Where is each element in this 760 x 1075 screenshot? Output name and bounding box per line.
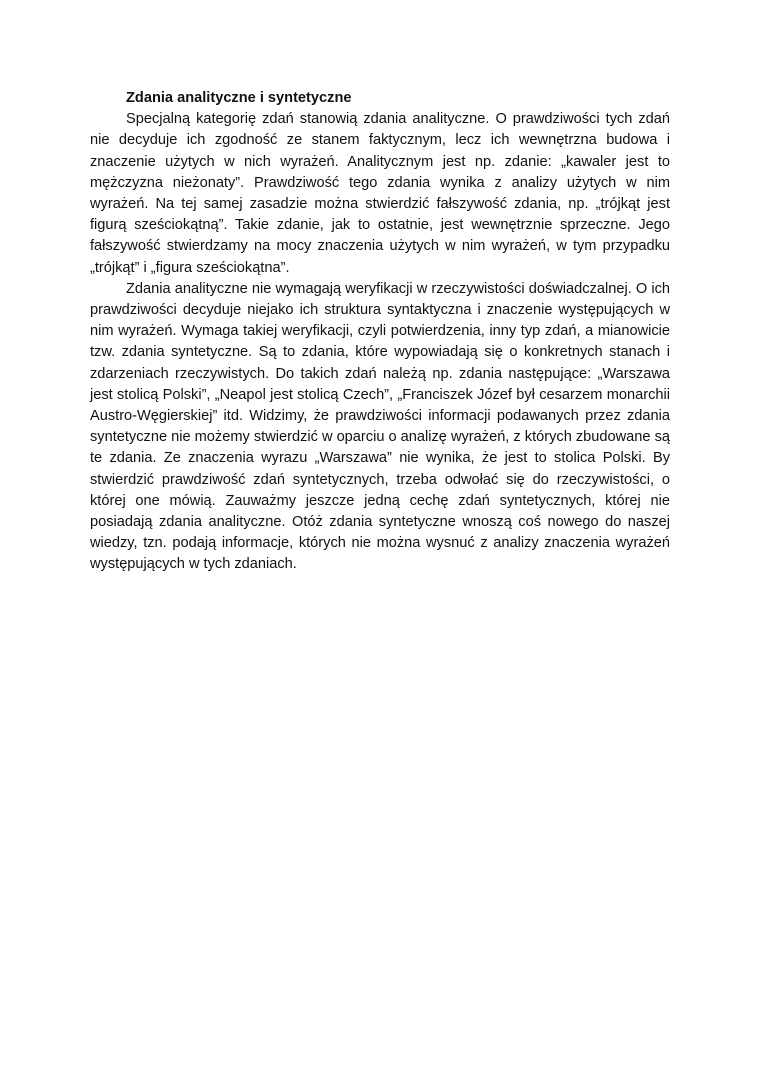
paragraph-1: Specjalną kategorię zdań stanowią zdania analityczne. O prawdziwości tych zdań nie decyduje ich zgodność ze stanem faktycznym, lecz ich wewnętrzna budowa i znaczenie użytych w nich wyrażeń. Analitycznym jest np. zdanie: „kawaler jest to mężczyzna nieżonaty”. Prawdziwość tego zdania wynika z analizy użytych w nim wyrażeń. Na tej samej zasadzie można stwierdzić fałszywość zdania, np. „trójkąt jest figurą sześciokątną”. Takie zdanie, jak to ostatnie, jest wewnętrznie sprzeczne. Jego fałszywość stwierdzamy na mocy znaczenia użytych w nim wyrażeń, w tym przypadku „trójkąt” i „figura sześciokątna”. xyxy=(90,111,670,276)
paragraph-2: Zdania analityczne nie wymagają weryfikacji w rzeczywistości doświadczalnej. O ich prawdziwości decyduje niejako ich struktura syntaktyczna i znaczenie występujących w nim wyrażeń. Wymaga takiej weryfikacji, czyli potwierdzenia, inny typ zdań, a mianowicie tzw. zdania syntetyczne. Są to zdania, które wypowiadają się o konkretnych stanach i zdarzeniach rzeczywistych. Do takich zdań należą np. zdania następujące: „Warszawa jest stolicą Polski”, „Neapol jest stolicą Czech”, „Franciszek Józef był cesarzem monarchii Austro-Węgierskiej” itd. Widzimy, że prawdziwości informacji podawanych przez zdania syntetyczne nie możemy stwierdzić w oparciu o analizę wyrażeń, z których zbudowane są te zdania. Ze znaczenia wyrazu „Warszawa” nie wynika, że jest to stolica Polski. By stwierdzić prawdziwość zdań syntetycznych, trzeba odwołać się do rzeczywistości, o której one mówią. Zauważmy jeszcze jedną cechę zdań syntetycznych, której nie posiadają zdania analityczne. Otóż zdania syntetyczne wnoszą coś nowego do naszej wiedzy, tzn. podają informacje, których nie można wysnuć z analizy znaczenia wyrażeń występujących w tych zdaniach. xyxy=(90,280,670,573)
document-body xyxy=(90,88,670,576)
section-title: Zdania analityczne i syntetyczne xyxy=(126,90,352,106)
